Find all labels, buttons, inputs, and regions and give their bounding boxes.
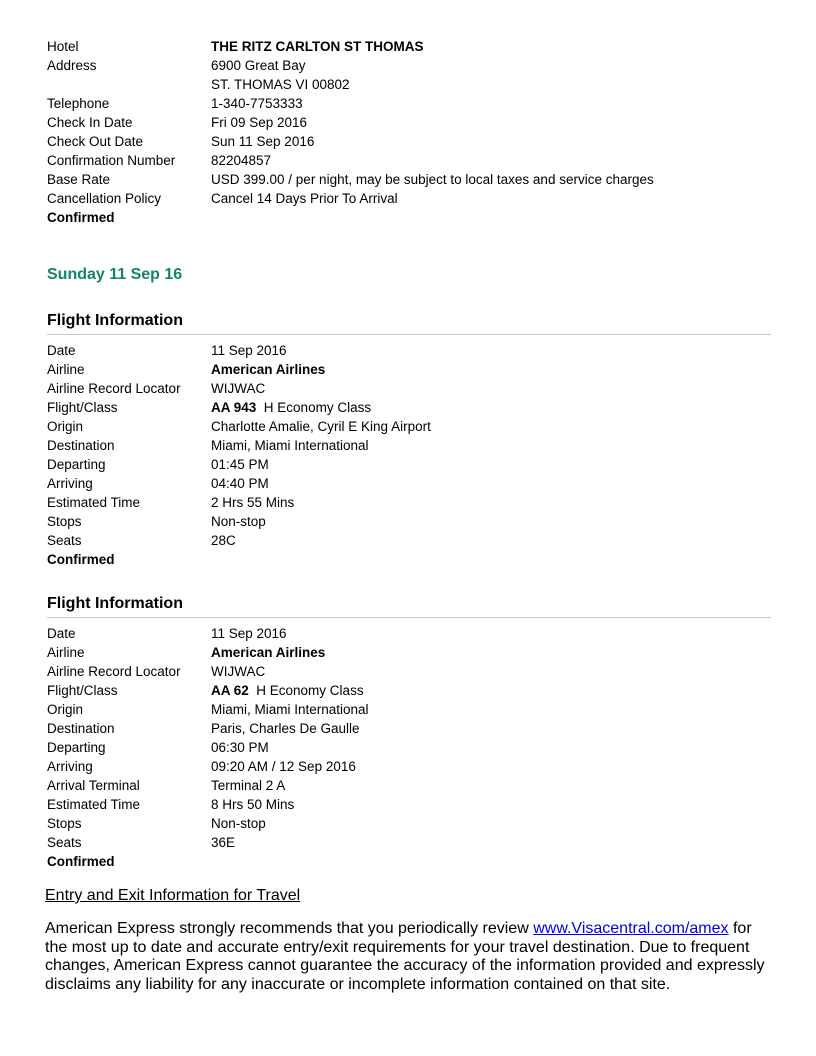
date-value: 11 Sep 2016 [211,343,287,358]
destination-value: Miami, Miami International [211,438,369,453]
flight-1-estimated-row [47,493,295,512]
flight-1-airline-row [47,360,326,379]
checkin-label: Check In Date [47,115,133,130]
hotel-checkout-row [47,132,315,151]
arriving-label: Arriving [47,759,93,774]
telephone-value: 1-340-7753333 [211,96,303,111]
flight-1-seats-row [47,531,236,550]
seats-label: Seats [47,835,82,850]
entry-exit-notice [45,920,773,994]
flight-2-stops-row [47,814,266,833]
rate-value: USD 399.00 / per night, may be subject to local taxes and service charges [211,172,654,187]
hotel-address-row [47,56,306,75]
cancellation-label: Cancellation Policy [47,191,162,206]
hotel-cancellation-row [47,189,398,208]
flight-number: AA 62 [211,683,249,698]
cabin-class: H Economy Class [256,683,364,698]
flight-1-status: Confirmed [47,552,115,567]
flight-1-stops-row [47,512,266,531]
locator-value: WIJWAC [211,664,266,679]
flight-2-date-row [47,624,287,643]
flight-2-airline-row [47,643,326,662]
origin-label: Origin [47,702,84,717]
flight-2-seats-row [47,833,236,852]
departing-value: 01:45 PM [211,457,269,472]
airline-label: Airline [47,362,85,377]
estimated-label: Estimated Time [47,797,141,812]
flight-1-date-row [47,341,287,360]
flight-class-value [211,681,364,700]
telephone-label: Telephone [47,96,110,111]
origin-value: Miami, Miami International [211,702,369,717]
flight-class-label: Flight/Class [47,683,118,698]
flight-1-origin-row [47,417,431,436]
arriving-value: 04:40 PM [211,476,269,491]
hotel-checkin-row [47,113,308,132]
estimated-value: 8 Hrs 50 Mins [211,797,295,812]
airline-value: American Airlines [211,362,326,377]
destination-label: Destination [47,438,115,453]
flight-2-origin-row [47,700,369,719]
address-line-1: 6900 Great Bay [211,58,306,73]
stops-value: Non-stop [211,514,266,529]
airline-value: American Airlines [211,645,326,660]
hotel-name-row [47,37,424,56]
stops-value: Non-stop [211,816,266,831]
seats-label: Seats [47,533,82,548]
terminal-value: Terminal 2 A [211,778,286,793]
address-line-2: ST. THOMAS VI 00802 [211,77,350,92]
hotel-name: THE RITZ CARLTON ST THOMAS [211,39,424,54]
estimated-label: Estimated Time [47,495,141,510]
destination-label: Destination [47,721,115,736]
locator-label: Airline Record Locator [47,664,181,679]
confirmation-value: 82204857 [211,153,272,168]
date-label: Date [47,343,76,358]
stops-label: Stops [47,514,82,529]
checkout-value: Sun 11 Sep 2016 [211,134,315,149]
origin-label: Origin [47,419,84,434]
entry-exit-heading: Entry and Exit Information for Travel [45,887,301,904]
flight-class-label: Flight/Class [47,400,118,415]
flight-2-terminal-row [47,776,286,795]
hotel-telephone-row [47,94,303,113]
hotel-confirmation-row [47,151,272,170]
terminal-label: Arrival Terminal [47,778,140,793]
locator-value: WIJWAC [211,381,266,396]
flight-2-title: Flight Information [47,594,771,618]
flight-2-status: Confirmed [47,854,115,869]
hotel-rate-row [47,170,654,189]
stops-label: Stops [47,816,82,831]
flight-2-locator-row [47,662,266,681]
flight-1-arriving-row [47,474,269,493]
flight-1-destination-row [47,436,369,455]
departing-label: Departing [47,457,106,472]
notice-text-before: American Express strongly recommends that you periodically review [45,920,534,937]
notice-text-after: for the most up to date and accurate entry/exit requirements for your travel destination. Due to frequent changes, American Express cannot guarantee the accuracy of the information provided and expressly disclaims any liability for any inaccurate or incomplete information contained on that site. [45,920,765,993]
date-value: 11 Sep 2016 [211,626,287,641]
flight-2-class-row [47,681,364,700]
seats-value: 36E [211,835,236,850]
departing-value: 06:30 PM [211,740,269,755]
estimated-value: 2 Hrs 55 Mins [211,495,295,510]
arriving-value: 09:20 AM / 12 Sep 2016 [211,759,356,774]
hotel-address-row-2 [47,75,350,94]
cancellation-value: Cancel 14 Days Prior To Arrival [211,191,398,206]
flight-1-details [47,341,431,569]
origin-value: Charlotte Amalie, Cyril E King Airport [211,419,431,434]
airline-label: Airline [47,645,85,660]
hotel-details [47,37,654,227]
flight-number: AA 943 [211,400,257,415]
flight-1-locator-row [47,379,266,398]
checkout-label: Check Out Date [47,134,144,149]
flight-2-departing-row [47,738,269,757]
seats-value: 28C [211,533,236,548]
arriving-label: Arriving [47,476,93,491]
flight-2-destination-row [47,719,360,738]
locator-label: Airline Record Locator [47,381,181,396]
hotel-label: Hotel [47,39,79,54]
confirmation-label: Confirmation Number [47,153,176,168]
rate-label: Base Rate [47,172,111,187]
date-label: Date [47,626,76,641]
flight-1-title: Flight Information [47,311,771,335]
address-label: Address [47,58,97,73]
flight-2-details [47,624,369,871]
flight-1-class-row [47,398,372,417]
hotel-status: Confirmed [47,210,115,225]
checkin-value: Fri 09 Sep 2016 [211,115,308,130]
flight-1-departing-row [47,455,269,474]
flight-2-estimated-row [47,795,295,814]
cabin-class: H Economy Class [263,400,372,415]
flight-2-arriving-row [47,757,356,776]
departing-label: Departing [47,740,106,755]
day-heading: Sunday 11 Sep 16 [47,266,183,283]
destination-value: Paris, Charles De Gaulle [211,721,360,736]
visacentral-link[interactable]: www.Visacentral.com/amex [533,920,729,937]
flight-class-value [211,398,371,417]
